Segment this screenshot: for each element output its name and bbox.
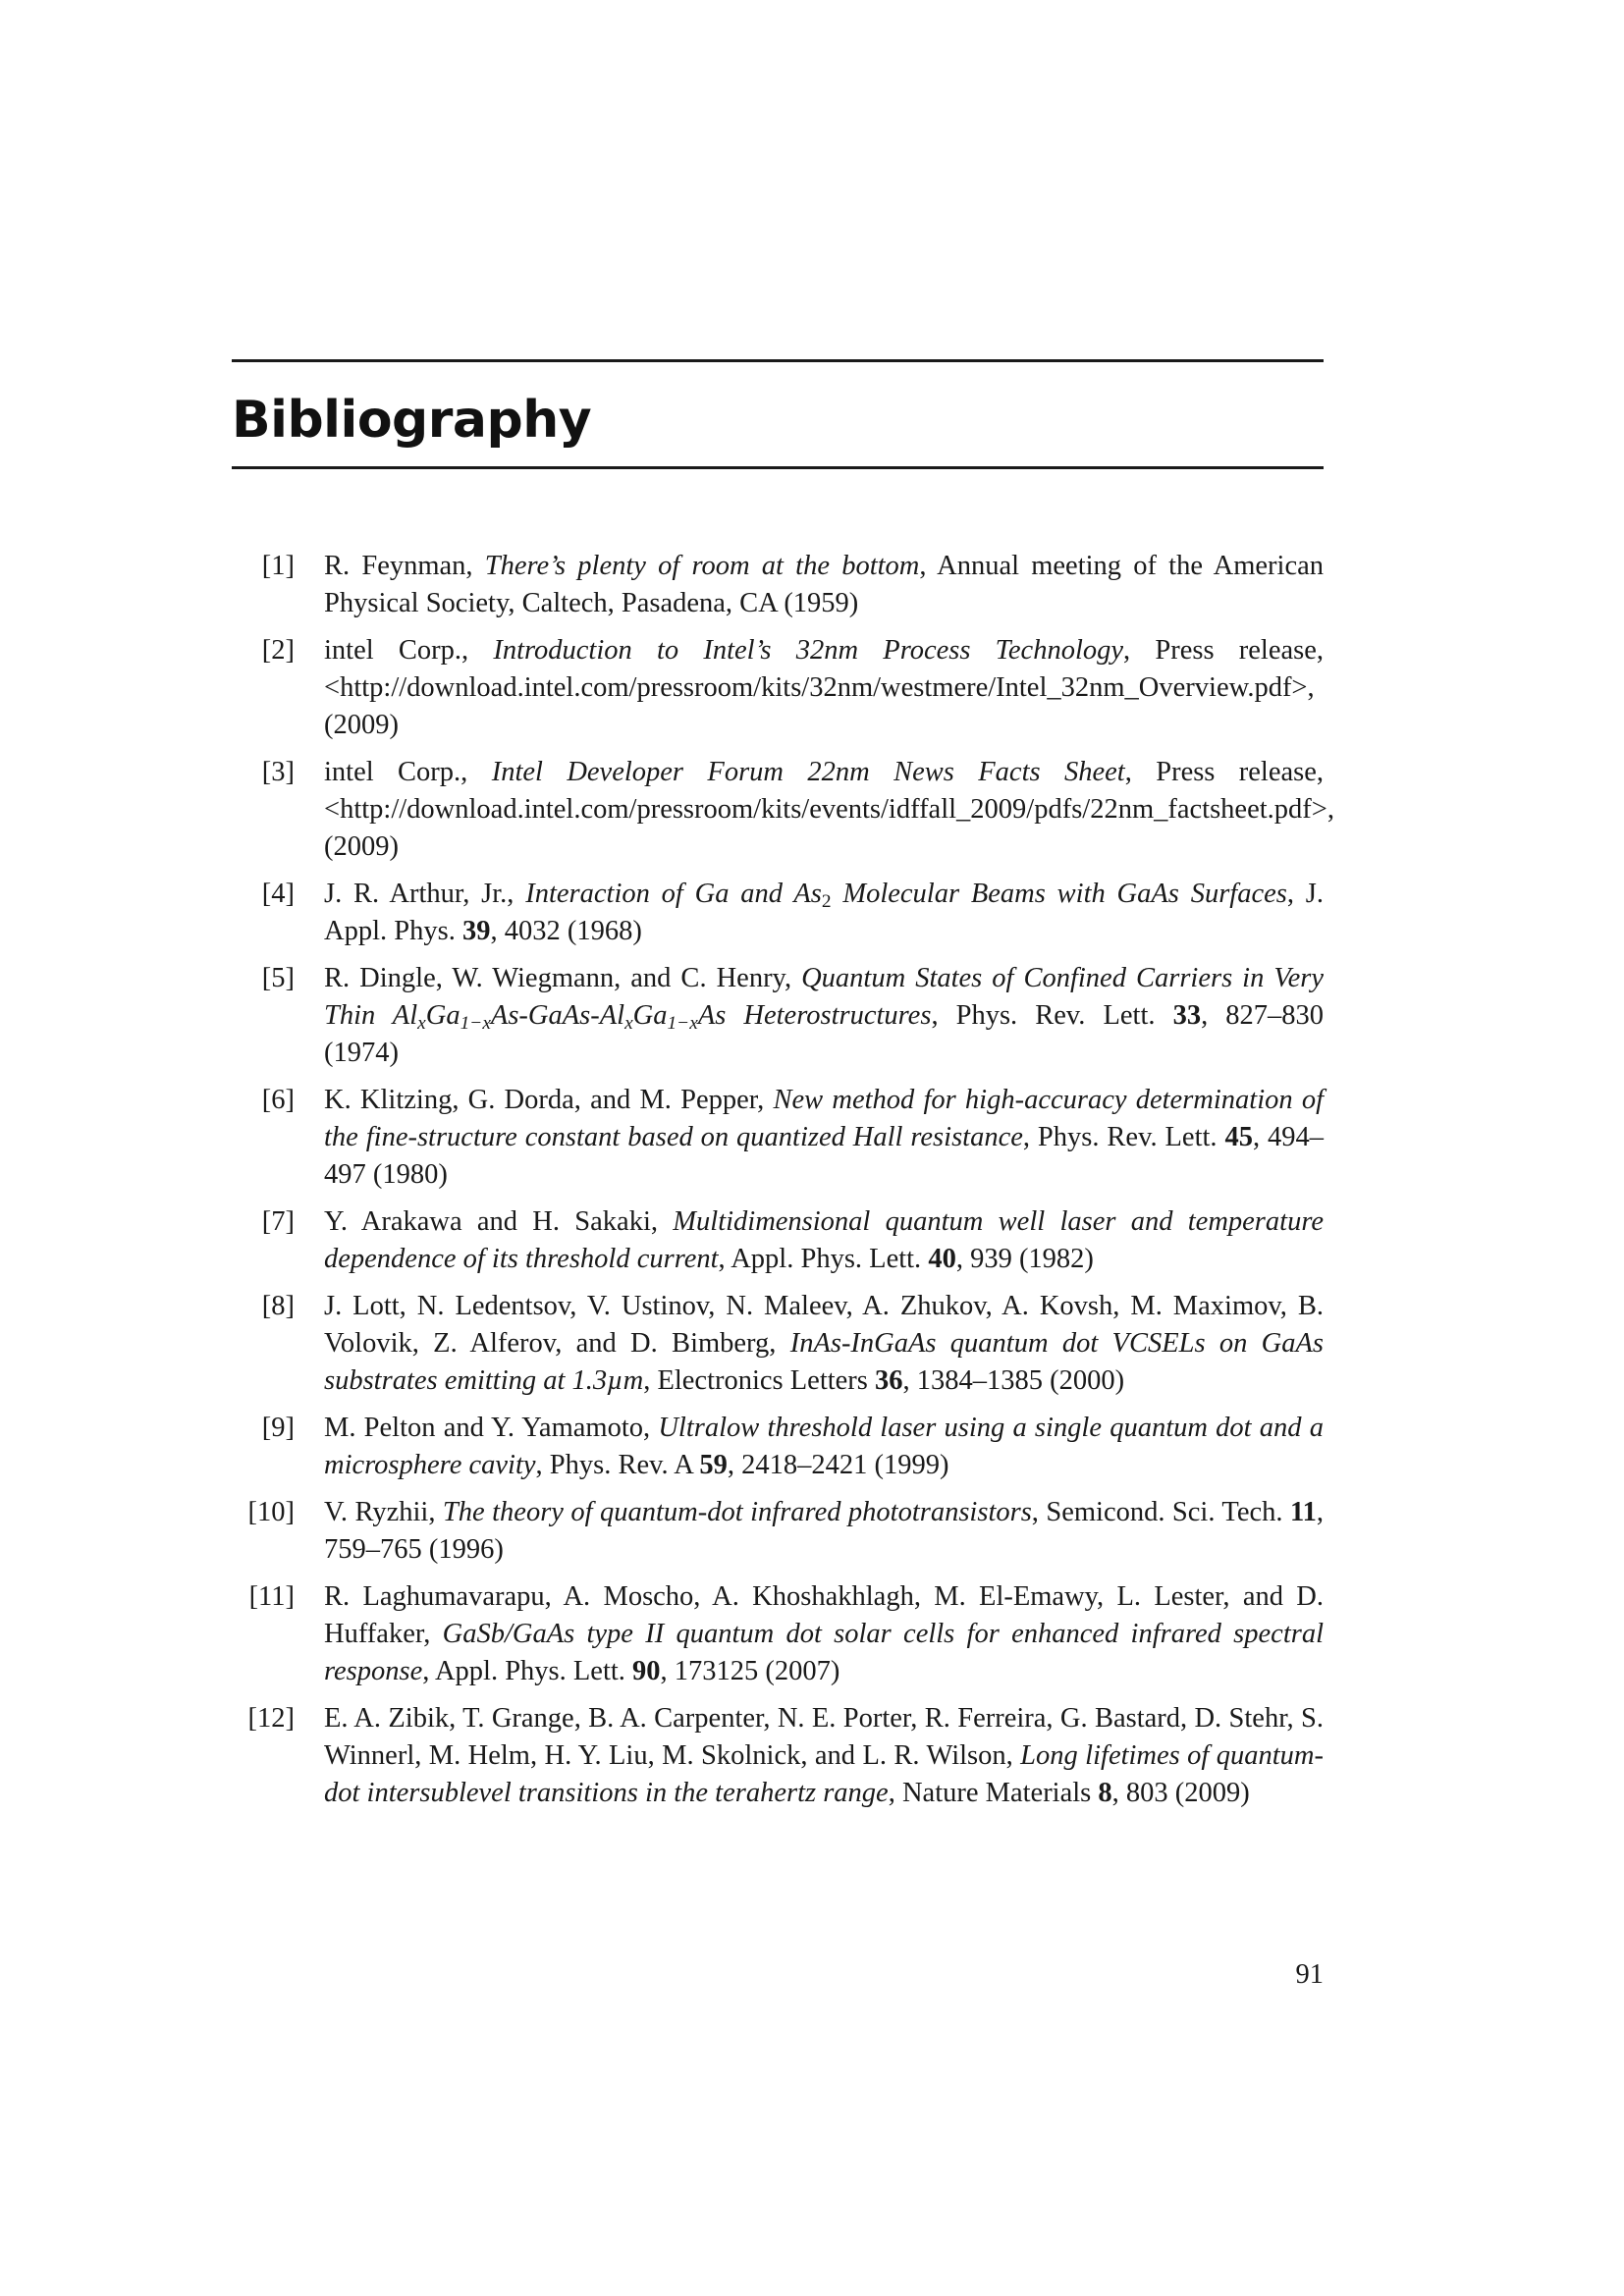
reference-label: [12] [247,1703,295,1734]
reference-list [232,548,1334,1822]
page-title: Bibliography [232,391,592,450]
reference-item [232,548,1324,622]
reference-text [324,1703,1324,1808]
title-rule-bottom [232,466,1324,469]
reference-text [324,1581,1324,1686]
reference-text-fragment: x [417,1012,426,1034]
reference-text-fragment: K. Klitzing, G. Dorda, and M. Pepper, [324,1085,774,1115]
reference-text-fragment: Y. Arakawa and H. Sakaki, [324,1206,674,1237]
reference-item [232,1578,1324,1690]
reference-item [232,1082,1324,1194]
reference-text-fragment: , 939 (1982) [955,1244,1094,1274]
reference-text-fragment: 39 [461,916,491,946]
reference-text [324,551,1324,618]
reference-item [232,1203,1324,1278]
reference-text-fragment: , 173125 (2007) [660,1656,840,1686]
reference-text-fragment: , Press release, <http://download.intel.com/pressroom/kits/events/idffall_2009/pdfs/22nm_factsheet.pdf>, (2009) [324,757,1334,862]
reference-text-fragment: 36 [875,1365,903,1396]
reference-text-fragment: 45 [1224,1122,1253,1152]
reference-text-fragment: Ga [425,1000,460,1031]
reference-text-fragment: Ga [632,1000,668,1031]
reference-label: [7] [261,1206,295,1237]
reference-text [324,879,1324,946]
reference-text-fragment: Multidimensional quantum well laser and temperature dependence of its threshold current [324,1206,1324,1274]
reference-text-fragment: Interaction of Ga and As [525,879,822,909]
reference-item [232,1410,1324,1484]
reference-text-fragment: , Electronics Letters [643,1365,876,1396]
reference-text-fragment: , 759–765 (1996) [324,1497,1325,1565]
reference-label: [1] [261,551,295,581]
reference-text-fragment: As Heterostructures [697,1000,932,1031]
reference-item [232,1288,1324,1400]
reference-text [324,1497,1324,1565]
reference-text-fragment: Intel Developer Forum 22nm News Facts Sheet [491,757,1125,787]
reference-text-fragment: GaSb/GaAs type II quantum dot solar cells for enhanced infrared spectral response [324,1619,1324,1686]
reference-text-fragment: InAs-InGaAs quantum dot VCSELs on GaAs substrates emitting at 1.3µm [324,1328,1324,1396]
reference-text-fragment: , Annual meeting of the American Physical Society, Caltech, Pasadena, CA (1959) [324,551,1324,618]
reference-text-fragment: , Appl. Phys. Lett. [422,1656,633,1686]
reference-text [324,1206,1324,1274]
reference-text-fragment: R. Dingle, W. Wiegmann, and C. Henry, [324,963,802,993]
reference-text-fragment: , 2418–2421 (1999) [727,1450,949,1480]
reference-item [232,1494,1324,1569]
reference-item [232,960,1324,1072]
reference-label: [10] [247,1497,295,1527]
reference-text-fragment: 59 [699,1450,728,1480]
reference-text-fragment: Long lifetimes of quantum-dot intersublevel transitions in the terahertz range [324,1740,1324,1808]
reference-text-fragment: 40 [928,1244,956,1274]
reference-text-fragment: , Semicond. Sci. Tech. [1031,1497,1290,1527]
page-number: 91 [1295,1959,1324,1990]
reference-label: [2] [261,635,295,666]
reference-text-fragment: Quantum States of Confined Carriers in Very Thin Al [324,963,1324,1031]
reference-text-fragment: , 827–830 (1974) [324,1000,1324,1068]
reference-text-fragment: intel Corp., [324,635,494,666]
reference-text [324,1291,1324,1396]
reference-text-fragment: , 4032 (1968) [490,916,642,946]
reference-text-fragment: R. Laghumavarapu, A. Moscho, A. Khoshakhlagh, M. El-Emawy, L. Lester, and D. Huffaker, [324,1581,1324,1649]
reference-text-fragment: , Appl. Phys. Lett. [718,1244,929,1274]
reference-text [324,635,1324,740]
reference-text-fragment: , Phys. Rev. Lett. [931,1000,1173,1031]
reference-item [232,754,1334,866]
reference-text-fragment: 11 [1289,1497,1317,1527]
reference-label: [11] [248,1581,295,1612]
reference-text-fragment: , J. Appl. Phys. [324,879,1324,946]
reference-text [324,1413,1324,1480]
reference-text-fragment: V. Ryzhii, [324,1497,443,1527]
reference-text-fragment: 1−x [667,1012,698,1034]
reference-text-fragment: 33 [1172,1000,1202,1031]
reference-item [232,876,1324,950]
reference-text-fragment: 2 [821,890,832,912]
reference-label: [3] [261,757,295,787]
reference-text-fragment: New method for high-accuracy determination of the fine-structure constant based on quantized Hall resistance [324,1085,1325,1152]
reference-text-fragment: , Phys. Rev. A [535,1450,700,1480]
reference-text-fragment: 1−x [460,1012,491,1034]
reference-text [324,963,1324,1068]
reference-text-fragment: The theory of quantum-dot infrared phototransistors [442,1497,1032,1527]
reference-label: [9] [261,1413,295,1443]
reference-label: [4] [261,879,295,909]
reference-item [232,1700,1324,1812]
reference-text [324,757,1334,862]
reference-text-fragment: intel Corp., [324,757,492,787]
reference-text-fragment: M. Pelton and Y. Yamamoto, [324,1413,659,1443]
reference-text-fragment: R. Feynman, [324,551,485,581]
reference-text-fragment: Molecular Beams with GaAs Surfaces [831,879,1287,909]
reference-text [324,1085,1324,1190]
reference-text-fragment: , 803 (2009) [1111,1778,1250,1808]
reference-label: [6] [261,1085,295,1115]
reference-text-fragment: x [624,1012,633,1034]
reference-text-fragment: J. R. Arthur, Jr., [324,879,526,909]
reference-text-fragment: , 494–497 (1980) [324,1122,1324,1190]
reference-label: [8] [261,1291,295,1321]
reference-text-fragment: E. A. Zibik, T. Grange, B. A. Carpenter, N. E. Porter, R. Ferreira, G. Bastard, D. Stehr, S. Winnerl, M. Helm, H. Y. Liu, M. Skolnick, and L. R. Wilson, [324,1703,1324,1771]
reference-text-fragment: 8 [1098,1778,1112,1808]
title-rule-top [232,359,1324,362]
reference-label: [5] [261,963,295,993]
reference-text-fragment: There’s plenty of room at the bottom [484,551,920,581]
reference-text-fragment: , Press release, <http://download.intel.com/pressroom/kits/32nm/westmere/Intel_32nm_Overview.pdf>, (2009) [324,635,1324,740]
reference-text-fragment: J. Lott, N. Ledentsov, V. Ustinov, N. Maleev, A. Zhukov, A. Kovsh, M. Maximov, B. Volovik, Z. Alferov, and D. Bimberg, [324,1291,1324,1359]
reference-item [232,632,1324,744]
reference-text-fragment: , Phys. Rev. Lett. [1022,1122,1225,1152]
reference-text-fragment: Introduction to Intel’s 32nm Process Technology [493,635,1124,666]
reference-text-fragment: Ultralow threshold laser using a single quantum dot and a microsphere cavity [324,1413,1324,1480]
reference-text-fragment: , Nature Materials [888,1778,1099,1808]
reference-text-fragment: 90 [632,1656,661,1686]
reference-text-fragment: As-GaAs-Al [490,1000,625,1031]
reference-text-fragment: , 1384–1385 (2000) [902,1365,1125,1396]
